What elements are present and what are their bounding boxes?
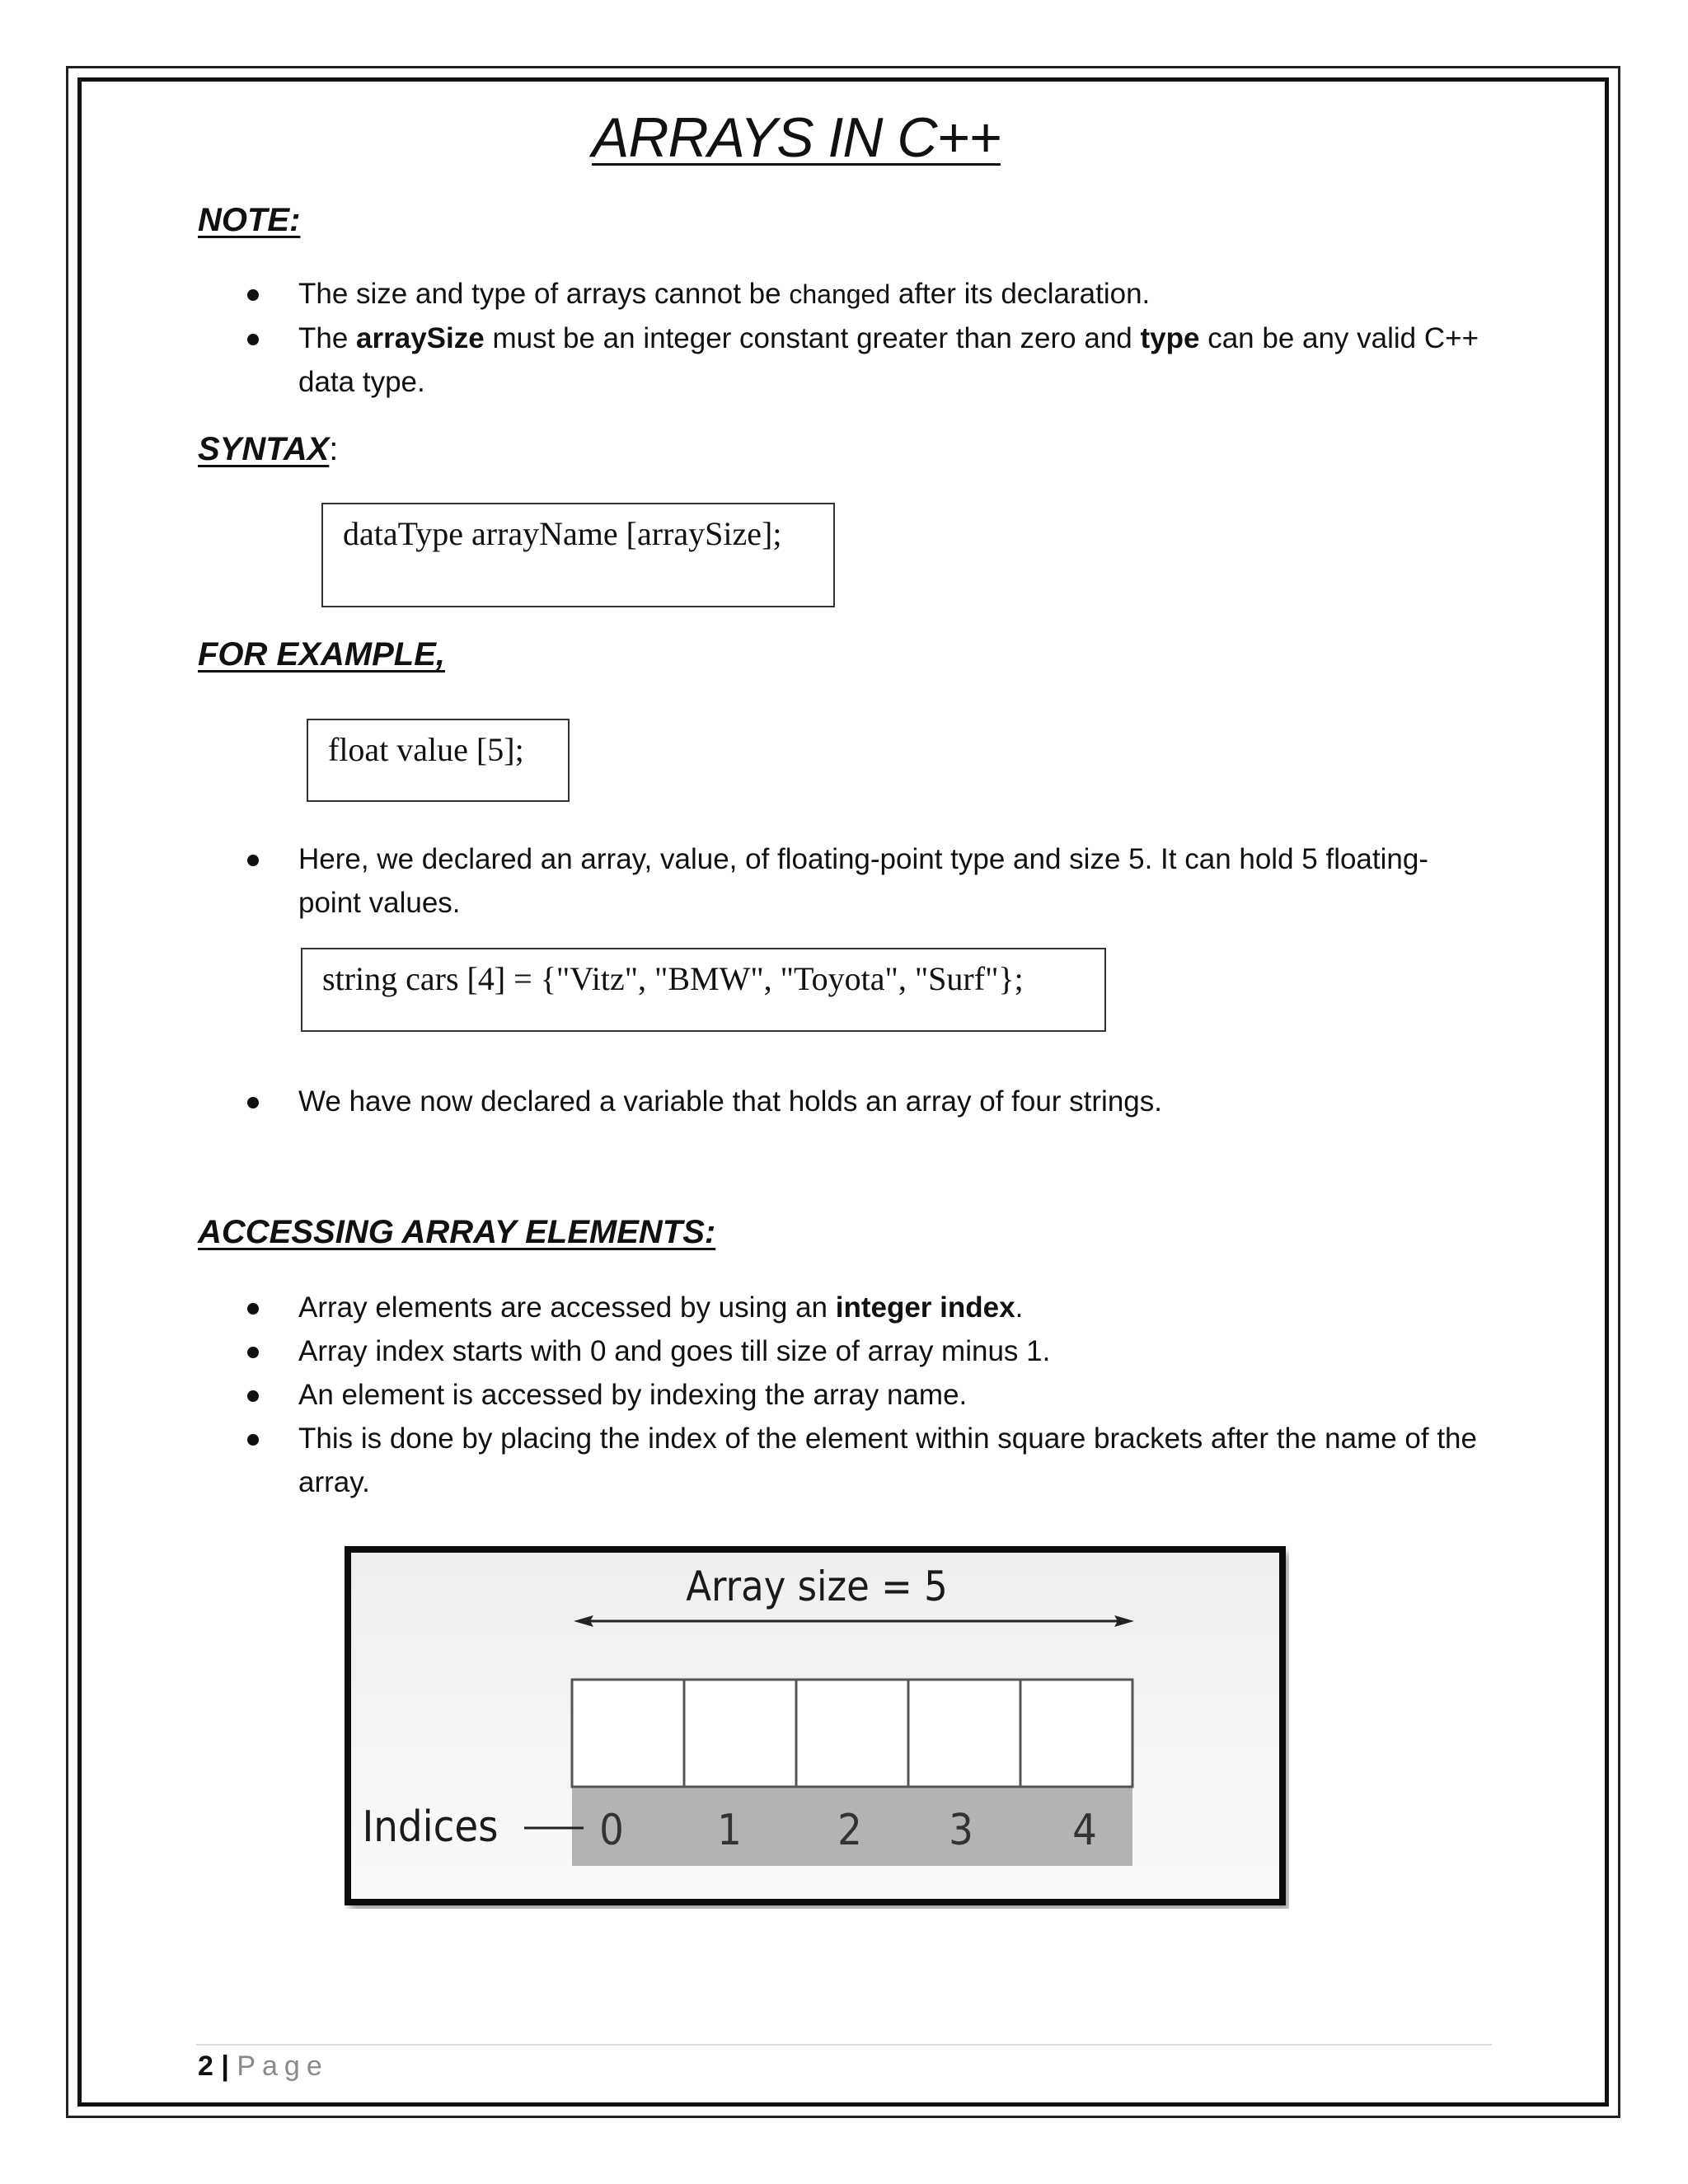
example-list-2	[247, 1080, 1484, 1123]
note-heading: NOTE:	[198, 202, 301, 238]
list-item: We have now declared a variable that holds an array of four strings.	[247, 1080, 1484, 1123]
array-cell	[796, 1680, 908, 1787]
index-label: 3	[949, 1806, 973, 1855]
example-list-1	[247, 837, 1484, 925]
index-label: 2	[837, 1806, 862, 1855]
array-cell	[1020, 1680, 1132, 1787]
example-heading: FOR EXAMPLE,	[198, 636, 446, 673]
page-title: ARRAYS IN C++	[592, 106, 1001, 169]
example-code-box: float value [5];	[307, 719, 570, 802]
list-item: Array elements are accessed by using an integer index.	[247, 1286, 1484, 1329]
list-item: Here, we declared an array, value, of floating-point type and size 5. It can hold 5 floating-point values.	[247, 837, 1484, 925]
list-item: The arraySize must be an integer constant greater than zero and type can be any valid C++ data type.	[247, 316, 1484, 404]
indices-label: Indices	[362, 1802, 499, 1852]
index-label: 0	[599, 1806, 624, 1855]
list-item: This is done by placing the index of the element within square brackets after the name of the array.	[247, 1417, 1484, 1504]
syntax-heading: SYNTAX:	[198, 431, 339, 467]
note-list	[247, 272, 1484, 404]
array-size-label: Array size = 5	[686, 1563, 948, 1610]
index-label: 1	[717, 1806, 742, 1855]
footer-rule	[196, 2044, 1492, 2046]
list-item: The size and type of arrays cannot be changed after its declaration.	[247, 272, 1484, 316]
accessing-heading: ACCESSING ARRAY ELEMENTS:	[198, 1214, 716, 1250]
array-cells	[572, 1680, 1132, 1787]
list-item: An element is accessed by indexing the array name.	[247, 1373, 1484, 1417]
array-cell	[572, 1680, 684, 1787]
syntax-code-box: dataType arrayName [arraySize];	[321, 503, 835, 607]
cars-code-box: string cars [4] = {"Vitz", "BMW", "Toyota", "Surf"};	[301, 948, 1106, 1032]
index-label: 4	[1072, 1806, 1097, 1855]
list-item: Array index starts with 0 and goes till size of array minus 1.	[247, 1329, 1484, 1373]
array-cell	[908, 1680, 1020, 1787]
accessing-list	[247, 1286, 1484, 1504]
array-diagram	[345, 1546, 1289, 1909]
array-cell	[684, 1680, 796, 1787]
page-footer: 2 | Page	[198, 2050, 329, 2082]
